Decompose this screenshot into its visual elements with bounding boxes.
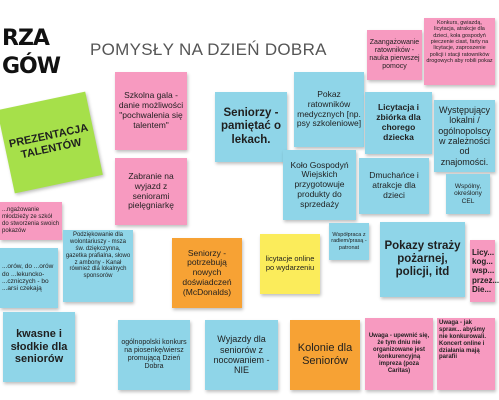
note-text: PREZENTACJA TALENTÓW — [8, 121, 90, 161]
note-text: Podziękowanie dla wolontariuszy - msza św. dziękczynna, gazetka prafialna, słowo z ambony - Kanał również dla lokalnych sponsorów — [65, 232, 131, 280]
sticky-note[interactable] — [365, 318, 433, 390]
note-text: Wyjazdy dla seniorów z nocowaniem - NIE — [213, 334, 270, 376]
note-text: Zabranie na wyjazd z seniorami pielęgniarkę — [128, 170, 174, 211]
note-text: Seniorzy - potrzebują nowych doświadczeń (McDonalds) — [182, 247, 232, 297]
sticky-note[interactable] — [3, 312, 75, 382]
note-text: Szkolna gala - danie możliwości "pochwalenia się talentem" — [118, 90, 184, 130]
sticky-note[interactable] — [115, 72, 187, 150]
note-text: Uwaga - upewnić się, że tym dniu nie organizowane jest konkurencyjną impreza (poza Caritas) — [368, 333, 430, 374]
note-text: Współpraca z radiem/prasą - patronat — [331, 232, 367, 251]
logo — [0, 26, 75, 94]
board-title: POMYSŁY NA DZIEŃ DOBRA — [90, 40, 327, 59]
sticky-note[interactable] — [283, 150, 356, 220]
sticky-note[interactable] — [115, 158, 187, 225]
note-text: Pokazy straży pożarnej, policji, itd — [384, 239, 461, 279]
note-text: licytacje online po wydarzeniu — [265, 254, 315, 272]
note-text: Licy... kog... wsp... przez... Die... — [472, 248, 499, 294]
sticky-note[interactable] — [437, 318, 495, 390]
sticky-note[interactable] — [290, 320, 360, 390]
sticky-note[interactable] — [118, 320, 190, 390]
sticky-note[interactable] — [359, 158, 429, 214]
sticky-note[interactable] — [172, 238, 242, 308]
sticky-note[interactable] — [329, 223, 369, 260]
logo-line-2: GÓW — [2, 54, 61, 79]
note-text: Kolonie dla Seniorów — [297, 342, 353, 367]
sticky-note[interactable] — [367, 30, 422, 80]
sticky-note[interactable] — [434, 100, 495, 172]
sticky-note-featured[interactable] — [0, 92, 103, 194]
sticky-note[interactable] — [294, 72, 364, 147]
sticky-note[interactable] — [365, 92, 432, 154]
sticky-note[interactable] — [0, 248, 58, 308]
note-text: Konkurs, gwiazdą, licytacja, atrakcje dla dzieci, koła gospodyń pieczenie ciast, farty na licytacje, zaproszenie policji i stacji ratowników drogowych aby robili pokaz — [426, 20, 493, 64]
sticky-note[interactable] — [260, 234, 320, 294]
note-text: Występujący lokalni / ogólnopolscy w zależności od znajomości. — [438, 104, 491, 167]
note-text: Pokaz ratowników medycznych [np. psy szkoleniowe] — [296, 88, 362, 129]
logo-line-1: RZA — [2, 26, 49, 51]
note-text: ogólnopolski konkurs na piosenkę/wiersz promującą Dzień Dobra — [121, 338, 187, 371]
note-text: kwasne i słodkie dla seniorów — [10, 328, 68, 366]
sticky-note[interactable] — [470, 240, 499, 302]
sticky-note[interactable] — [205, 320, 278, 390]
note-text: ...orów, do ...orów do ...lekuncko- ...czniczych - bo ...arsi czekają — [2, 263, 54, 293]
note-text: ...ngażowanie młodzieży ze szkół do stworzenia swoich pokazów — [2, 207, 60, 234]
note-text: Koło Gospodyń Wiejskich przygotowuje produkty do sprzedaży — [290, 159, 349, 209]
sticky-note[interactable] — [215, 92, 287, 162]
note-text: Dmuchańce i atrakcje dla dzieci — [369, 170, 419, 200]
sticky-note[interactable] — [63, 230, 133, 302]
sticky-note[interactable] — [424, 18, 495, 85]
note-text: Seniorzy - pamiętać o lekach. — [220, 107, 282, 146]
sticky-note[interactable] — [0, 202, 62, 240]
note-text: Wspólny, określony CEL — [454, 182, 482, 205]
note-text: Zaangażowanie ratowników - nauka pierwszej pomocy — [369, 38, 420, 71]
sticky-note[interactable] — [380, 222, 465, 297]
note-text: Licytacja i zbiórka dla chorego dziecka — [376, 102, 421, 142]
note-text: Uwaga - jak spraw... abyśmy nie konkurowali. Koncert online i działania mają parafii — [439, 320, 487, 361]
sticky-note[interactable] — [446, 174, 490, 214]
